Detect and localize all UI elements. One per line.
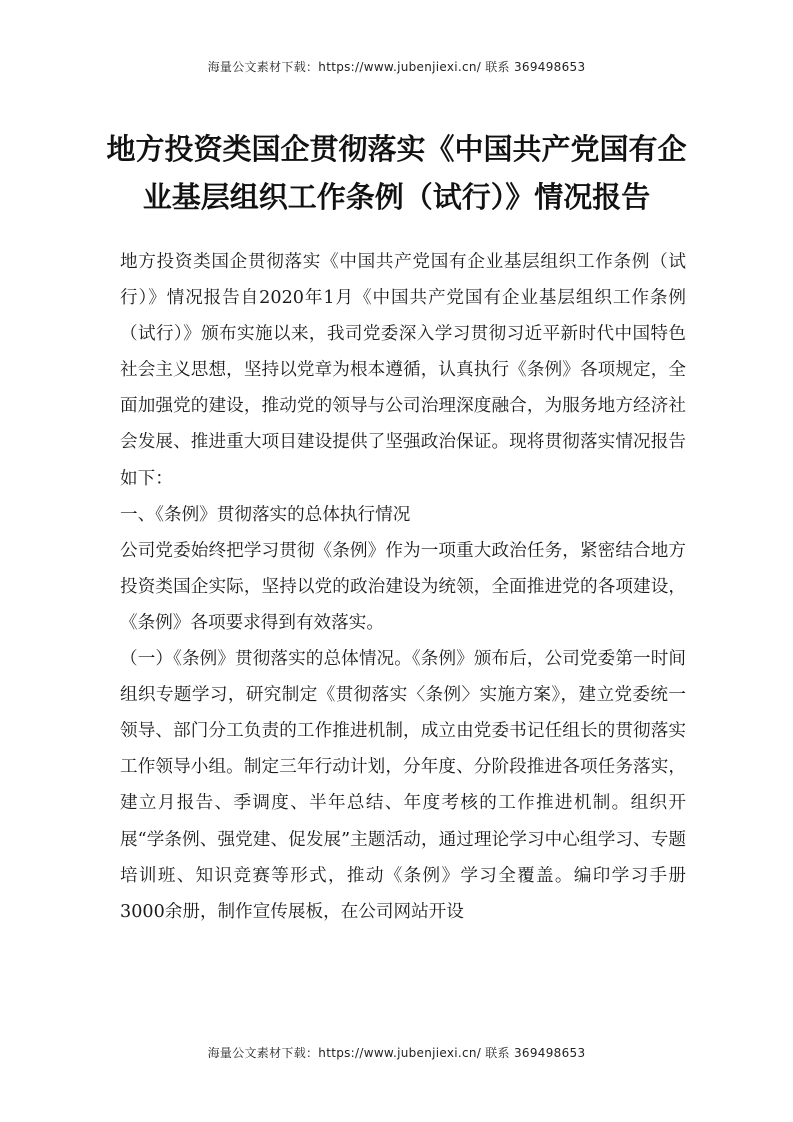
document-title: 地方投资类国企贯彻落实《中国共产党国有企业基层组织工作条例（试行）》情况报告 [106,132,687,214]
document-body [120,244,686,930]
intro-paragraph: 地方投资类国企贯彻落实《中国共产党国有企业基层组织工作条例（试行）》情况报告自2020年1月《中国共产党国有企业基层组织工作条例（试行）》颁布实施以来，我司党委深入学习贯彻习近平新时代中国特色社会主义思想，坚持以党章为根本遵循，认真执行《条例》各项规定，全面加强党的建设，推动党的领导与公司治理深度融合，为服务地方经济社会发展、推进重大项目建设提供了坚强政治保证。现将贯彻落实情况报告如下： [120,252,686,489]
page-header: 海量公文素材下载：https://www.jubenjiexi.cn/ 联系 369498653 [207,60,586,74]
section-heading: 一、《条例》贯彻落实的总体执行情况 [120,504,411,525]
page-footer: 海量公文素材下载：https://www.jubenjiexi.cn/ 联系 369498653 [207,1046,586,1060]
body-paragraph: （一）《条例》贯彻落实的总体情况。《条例》颁布后，公司党委第一时间组织专题学习，研究制定《贯彻落实〈条例〉实施方案》，建立党委统一领导、部门分工负责的工作推进机制，成立由党委书记任组长的贯彻落实工作领导小组。制定三年行动计划，分年度、分阶段推进各项任务落实，建立月报告、季调度、半年总结、年度考核的工作推进机制。组织开展“学条例、强党建、促发展”主题活动，通过理论学习中心组学习、专题培训班、知识竞赛等形式，推动《条例》学习全覆盖。编印学习手册3000余册，制作宣传展板，在公司网站开设 [120,649,686,922]
body-paragraph: 公司党委始终把学习贯彻《条例》作为一项重大政治任务，紧密结合地方投资类国企实际，坚持以党的政治建设为统领，全面推进党的各项建设，《条例》各项要求得到有效落实。 [120,540,686,633]
